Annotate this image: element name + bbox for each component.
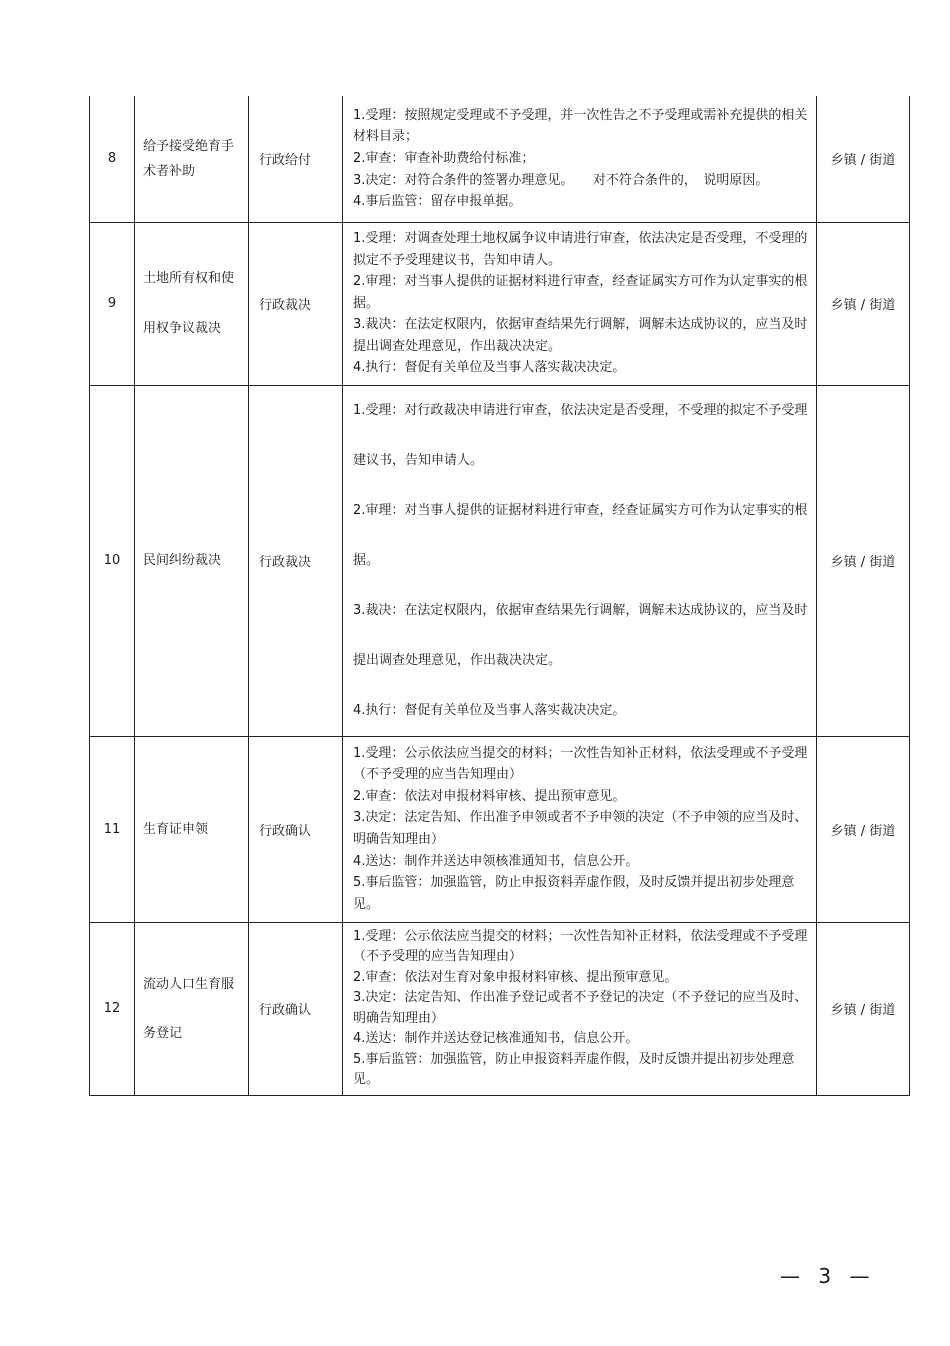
procedure-cell (343, 222, 817, 385)
matter-type: 行政确认 (249, 922, 343, 1095)
procedure-step: 3.裁决：在法定权限内，依据审查结果先行调解，调解未达成协议的，应当及时提出调查处理意见，作出裁决决定。 (353, 602, 808, 668)
matter-name: 民间纠纷裁决 (135, 385, 249, 736)
table-row (90, 385, 910, 736)
page-number: — 3 — (780, 1264, 876, 1288)
procedure-step: 1.受理：公示依法应当提交的材料；一次性告知补正材料，依法受理或不予受理（不予受理的应当告知理由） (353, 928, 808, 964)
procedure-step: 1.受理：对调查处理土地权属争议申请进行审查，依法决定是否受理，不受理的拟定不予受理建议书，告知申请人。 (353, 230, 808, 268)
procedure-step: 3.决定：对符合条件的签署办理意见。 对不符合条件的， 说明原因。 (353, 172, 769, 188)
table-row (90, 96, 910, 222)
procedure-cell (343, 922, 817, 1095)
row-number: 10 (90, 385, 135, 736)
row-number: 11 (90, 736, 135, 922)
procedure-step: 4.执行：督促有关单位及当事人落实裁决决定。 (353, 360, 626, 376)
department: 乡镇 / 街道 (817, 385, 910, 736)
procedure-step: 2.审查：依法对申报材料审核、提出预审意见。 (353, 788, 626, 804)
matter-type: 行政给付 (249, 96, 343, 222)
row-number: 12 (90, 922, 135, 1095)
procedure-step: 4.送达：制作并送达申领核准通知书，信息公开。 (353, 853, 639, 869)
procedure-step: 2.审理：对当事人提供的证据材料进行审查，经查证属实方可作为认定事实的根据。 (353, 502, 808, 568)
procedure-step: 1.受理：公示依法应当提交的材料；一次性告知补正材料，依法受理或不予受理（不予受理的应当告知理由） (353, 745, 808, 783)
procedure-step: 5.事后监管：加强监管，防止申报资料弄虚作假，及时反馈并提出初步处理意见。 (353, 875, 795, 912)
table-row (90, 736, 910, 922)
matter-name: 流动人口生育服务登记 (135, 922, 249, 1095)
matters-table (89, 96, 910, 1096)
procedure-step: 1.受理：对行政裁决申请进行审查，依法决定是否受理，不受理的拟定不予受理建议书，告知申请人。 (353, 402, 808, 468)
procedure-step: 4.执行：督促有关单位及当事人落实裁决决定。 (353, 702, 626, 718)
table-row (90, 922, 910, 1095)
department: 乡镇 / 街道 (817, 736, 910, 922)
matter-type: 行政确认 (249, 736, 343, 922)
procedure-step: 2.审理：对当事人提供的证据材料进行审查，经查证属实方可作为认定事实的根据。 (353, 274, 808, 311)
department: 乡镇 / 街道 (817, 96, 910, 222)
procedure-cell (343, 385, 817, 736)
department: 乡镇 / 街道 (817, 922, 910, 1095)
matter-name: 给予接受绝育手术者补助 (135, 96, 249, 222)
matter-type: 行政裁决 (249, 222, 343, 385)
matter-name: 土地所有权和使用权争议裁决 (135, 222, 249, 385)
department: 乡镇 / 街道 (817, 222, 910, 385)
procedure-step: 3.裁决：在法定权限内，依据审查结果先行调解，调解未达成协议的，应当及时提出调查处理意见，作出裁决决定。 (353, 317, 808, 354)
procedure-step: 4.送达：制作并送达登记核准通知书，信息公开。 (353, 1031, 639, 1046)
procedure-step: 3.决定：法定告知、作出准予登记或者不予登记的决定（不予登记的应当及时、明确告知理由） (353, 990, 808, 1026)
procedure-step: 2.审查：依法对生育对象申报材料审核、提出预审意见。 (353, 969, 678, 985)
row-number: 9 (90, 222, 135, 385)
procedure-step: 4.事后监管：留存申报单据。 (353, 194, 522, 210)
table-row (90, 222, 910, 385)
procedure-cell (343, 736, 817, 922)
procedure-step: 1.受理：按照规定受理或不予受理，并一次性告之不予受理或需补充提供的相关材料目录； (353, 107, 808, 145)
row-number: 8 (90, 96, 135, 222)
procedure-step: 3.决定：法定告知、作出准予申领或者不予申领的决定（不予申领的应当及时、明确告知理由） (353, 810, 808, 847)
procedure-step: 2.审查：审查补助费给付标准； (353, 150, 535, 166)
procedure-cell (343, 96, 817, 222)
matter-name: 生育证申领 (135, 736, 249, 922)
procedure-step: 5.事后监管：加强监管，防止申报资料弄虚作假，及时反馈并提出初步处理意见。 (353, 1051, 795, 1087)
matter-type: 行政裁决 (249, 385, 343, 736)
